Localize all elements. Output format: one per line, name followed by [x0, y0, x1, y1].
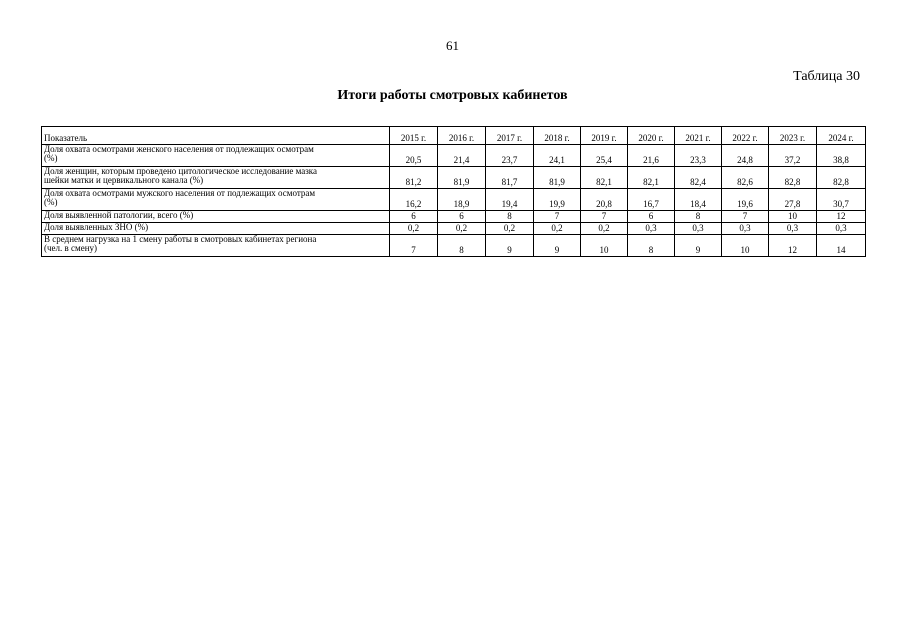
value-cell: 0,3 [675, 223, 722, 235]
value-cell: 6 [628, 211, 675, 223]
header-year: 2016 г. [438, 127, 486, 145]
value-cell: 7 [722, 211, 769, 223]
value-cell: 16,7 [628, 189, 675, 211]
value-cell: 8 [438, 235, 486, 257]
table-row [42, 211, 866, 223]
value-cell: 7 [581, 211, 628, 223]
value-cell: 0,2 [581, 223, 628, 235]
indicator-line: (чел. в смену) [44, 243, 98, 253]
value-cell: 82,1 [581, 167, 628, 189]
value-cell: 7 [534, 211, 581, 223]
header-year: 2020 г. [628, 127, 675, 145]
value-cell: 0,2 [534, 223, 581, 235]
document-title: Итоги работы смотровых кабинетов [337, 88, 568, 103]
indicator-line: (%) [44, 197, 58, 207]
header-year: 2015 г. [390, 127, 438, 145]
value-cell: 27,8 [769, 189, 817, 211]
value-cell: 20,5 [390, 145, 438, 167]
indicator-line: Доля охвата осмотрами женского населения от подлежащих осмотрам [44, 144, 314, 154]
value-cell: 9 [675, 235, 722, 257]
indicator-line: Доля выявленных ЗНО (%) [44, 222, 149, 232]
value-cell: 30,7 [817, 189, 866, 211]
value-cell: 21,4 [438, 145, 486, 167]
value-cell: 9 [486, 235, 534, 257]
value-cell: 0,2 [438, 223, 486, 235]
value-cell: 0,3 [817, 223, 866, 235]
table-row [42, 167, 866, 189]
value-cell: 38,8 [817, 145, 866, 167]
indicator-cell [42, 145, 390, 167]
value-cell: 10 [722, 235, 769, 257]
value-cell: 23,3 [675, 145, 722, 167]
value-cell: 6 [390, 211, 438, 223]
value-cell: 81,2 [390, 167, 438, 189]
value-cell: 10 [581, 235, 628, 257]
value-cell: 82,6 [722, 167, 769, 189]
results-table [41, 126, 866, 257]
indicator-line: Доля охвата осмотрами мужского населения от подлежащих осмотрам [44, 188, 316, 198]
value-cell: 6 [438, 211, 486, 223]
value-cell: 82,1 [628, 167, 675, 189]
value-cell: 0,3 [722, 223, 769, 235]
value-cell: 81,9 [438, 167, 486, 189]
value-cell: 37,2 [769, 145, 817, 167]
table-row [42, 223, 866, 235]
value-cell: 82,8 [817, 167, 866, 189]
value-cell: 0,3 [628, 223, 675, 235]
value-cell: 9 [534, 235, 581, 257]
table-row [42, 145, 866, 167]
indicator-line: (%) [44, 153, 58, 163]
value-cell: 8 [628, 235, 675, 257]
table-row [42, 189, 866, 211]
value-cell: 12 [817, 211, 866, 223]
value-cell: 81,9 [534, 167, 581, 189]
value-cell: 21,6 [628, 145, 675, 167]
indicator-cell [42, 235, 390, 257]
value-cell: 19,6 [722, 189, 769, 211]
header-year: 2024 г. [817, 127, 866, 145]
header-year: 2019 г. [581, 127, 628, 145]
value-cell: 19,4 [486, 189, 534, 211]
value-cell: 10 [769, 211, 817, 223]
value-cell: 24,8 [722, 145, 769, 167]
indicator-line: шейки матки и цервикального канала (%) [44, 175, 204, 185]
value-cell: 0,2 [486, 223, 534, 235]
indicator-cell [42, 189, 390, 211]
value-cell: 19,9 [534, 189, 581, 211]
page-number: 61 [446, 38, 459, 53]
value-cell: 81,7 [486, 167, 534, 189]
value-cell: 82,4 [675, 167, 722, 189]
table-header-row [42, 127, 866, 145]
value-cell: 14 [817, 235, 866, 257]
indicator-line: В среднем нагрузка на 1 смену работы в смотровых кабинетах региона [44, 234, 317, 244]
header-year: 2023 г. [769, 127, 817, 145]
table-label: Таблица 30 [793, 69, 860, 84]
value-cell: 7 [390, 235, 438, 257]
header-indicator: Показатель [42, 127, 390, 145]
header-year: 2017 г. [486, 127, 534, 145]
value-cell: 0,2 [390, 223, 438, 235]
header-year: 2018 г. [534, 127, 581, 145]
table-row [42, 235, 866, 257]
value-cell: 18,4 [675, 189, 722, 211]
indicator-cell [42, 167, 390, 189]
value-cell: 20,8 [581, 189, 628, 211]
value-cell: 16,2 [390, 189, 438, 211]
header-year: 2022 г. [722, 127, 769, 145]
value-cell: 8 [486, 211, 534, 223]
header-year: 2021 г. [675, 127, 722, 145]
value-cell: 25,4 [581, 145, 628, 167]
indicator-line: Доля выявленной патологии, всего (%) [44, 210, 194, 220]
value-cell: 12 [769, 235, 817, 257]
value-cell: 23,7 [486, 145, 534, 167]
value-cell: 24,1 [534, 145, 581, 167]
indicator-line: Доля женщин, которым проведено цитологическое исследование мазка [44, 166, 318, 176]
indicator-cell [42, 223, 390, 235]
value-cell: 0,3 [769, 223, 817, 235]
value-cell: 8 [675, 211, 722, 223]
value-cell: 82,8 [769, 167, 817, 189]
indicator-cell [42, 211, 390, 223]
value-cell: 18,9 [438, 189, 486, 211]
